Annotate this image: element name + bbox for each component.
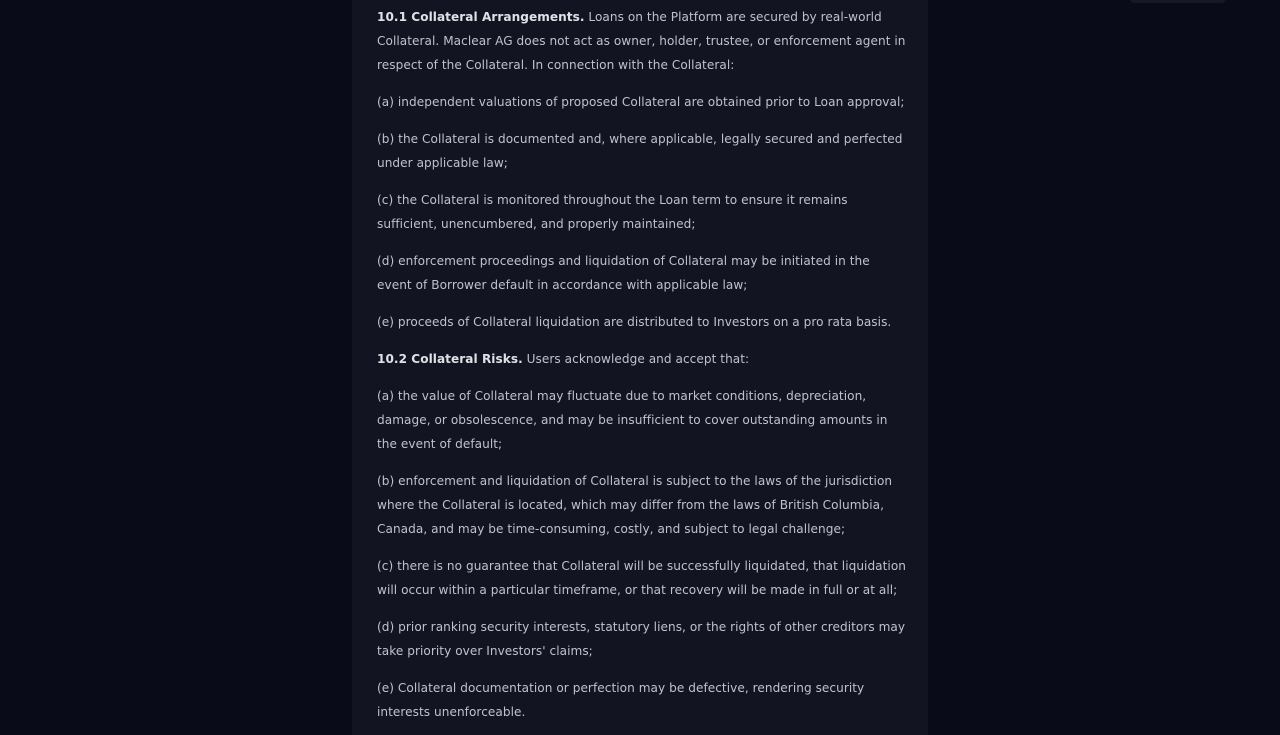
section-heading: 10.1 Collateral Arrangements. bbox=[377, 10, 585, 24]
clause-10-2-d bbox=[377, 615, 907, 663]
paragraph-text: (a) independent valuations of proposed Collateral are obtained prior to Loan approval; bbox=[377, 95, 905, 109]
clause-10-1-a bbox=[377, 90, 907, 114]
terms-document bbox=[377, 5, 907, 735]
paragraph-text: (a) the value of Collateral may fluctuate due to market conditions, depreciation, damage, or obsolescence, and may be insufficient to cover outstanding amounts in the event of default; bbox=[377, 389, 888, 451]
clause-10-1-b bbox=[377, 127, 907, 175]
clause-10-2-c bbox=[377, 554, 907, 602]
paragraph-text: Users acknowledge and accept that: bbox=[522, 352, 750, 366]
paragraph-text: (d) prior ranking security interests, statutory liens, or the rights of other creditors may take priority over Investors' claims; bbox=[377, 620, 906, 658]
paragraph-text: (c) the Collateral is monitored throughout the Loan term to ensure it remains sufficient, unencumbered, and properly maintained; bbox=[377, 193, 848, 231]
paragraph-text: Loans on the Platform are secured by real-world Collateral. Maclear AG does not act as owner, holder, trustee, or enforcement agent in respect of the Collateral. In connection with the Collateral: bbox=[377, 10, 906, 72]
clause-10-1-e bbox=[377, 310, 907, 334]
clause-10-2-e bbox=[377, 676, 907, 724]
clause-10-2-a bbox=[377, 384, 907, 456]
paragraph-text: (d) enforcement proceedings and liquidation of Collateral may be initiated in the event of Borrower default in accordance with applicable law; bbox=[377, 254, 870, 292]
clause-10-2-b bbox=[377, 469, 907, 541]
paragraph-text: (e) Collateral documentation or perfection may be defective, rendering security interests unenforceable. bbox=[377, 681, 865, 719]
clause-10-1-d bbox=[377, 249, 907, 297]
paragraph-text: (b) the Collateral is documented and, where applicable, legally secured and perfected under applicable law; bbox=[377, 132, 903, 170]
section-10-1-intro bbox=[377, 5, 907, 77]
paragraph-text: (e) proceeds of Collateral liquidation are distributed to Investors on a pro rata basis. bbox=[377, 315, 892, 329]
top-right-button[interactable] bbox=[1130, 0, 1226, 3]
paragraph-text: (b) enforcement and liquidation of Collateral is subject to the laws of the jurisdiction where the Collateral is located, which may differ from the laws of British Columbia, Canada, and may be time-consuming, costly, and subject to legal challenge; bbox=[377, 474, 893, 536]
section-heading: 10.2 Collateral Risks. bbox=[377, 352, 523, 366]
clause-10-1-c bbox=[377, 188, 907, 236]
paragraph-text: (c) there is no guarantee that Collateral will be successfully liquidated, that liquidation will occur within a particular timeframe, or that recovery will be made in full or at all; bbox=[377, 559, 907, 597]
section-10-2-intro bbox=[377, 347, 907, 371]
